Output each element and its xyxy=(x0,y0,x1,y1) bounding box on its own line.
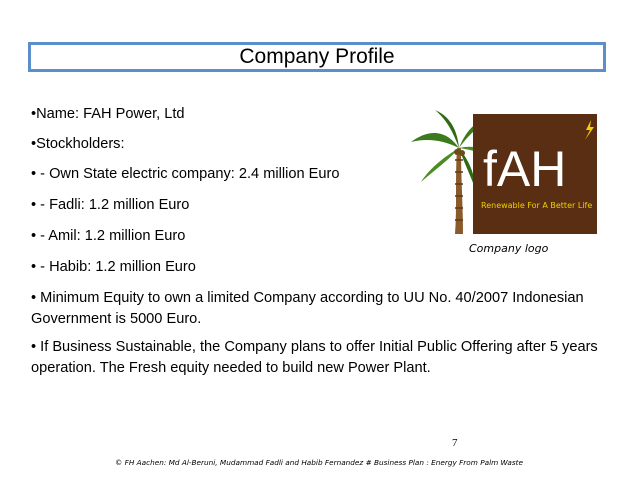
logo-text: fAH xyxy=(483,141,567,197)
page-number: 7 xyxy=(452,437,458,449)
slide-title-box xyxy=(28,42,606,72)
footer-text: © FH Aachen: Md Al-Beruni, Mudammad Fadli and Habib Fernandez # Business Plan : Energy From Palm Waste xyxy=(115,458,523,467)
bullet-amil: • - Amil: 1.2 million Euro xyxy=(31,228,186,244)
bullet-habib: • - Habib: 1.2 million Euro xyxy=(31,259,196,275)
logo-tagline: Renewable For A Better Life xyxy=(481,201,593,210)
company-logo xyxy=(405,108,601,236)
bullet-state-company: • - Own State electric company: 2.4 million Euro xyxy=(31,166,340,182)
paragraph-minimum-equity: • Minimum Equity to own a limited Company according to UU No. 40/2007 Indonesian Government is 5000 Euro. xyxy=(31,290,584,327)
bullet-stockholders: •Stockholders: xyxy=(31,136,125,152)
paragraph-ipo-plan: • If Business Sustainable, the Company plans to offer Initial Public Offering after 5 years operation. The Fresh equity needed to build new Power Plant. xyxy=(31,339,598,376)
bullet-fadli: • - Fadli: 1.2 million Euro xyxy=(31,197,190,213)
slide-title: Company Profile xyxy=(239,45,395,68)
bullet-name: •Name: FAH Power, Ltd xyxy=(31,106,185,122)
logo-caption: Company logo xyxy=(469,242,549,255)
